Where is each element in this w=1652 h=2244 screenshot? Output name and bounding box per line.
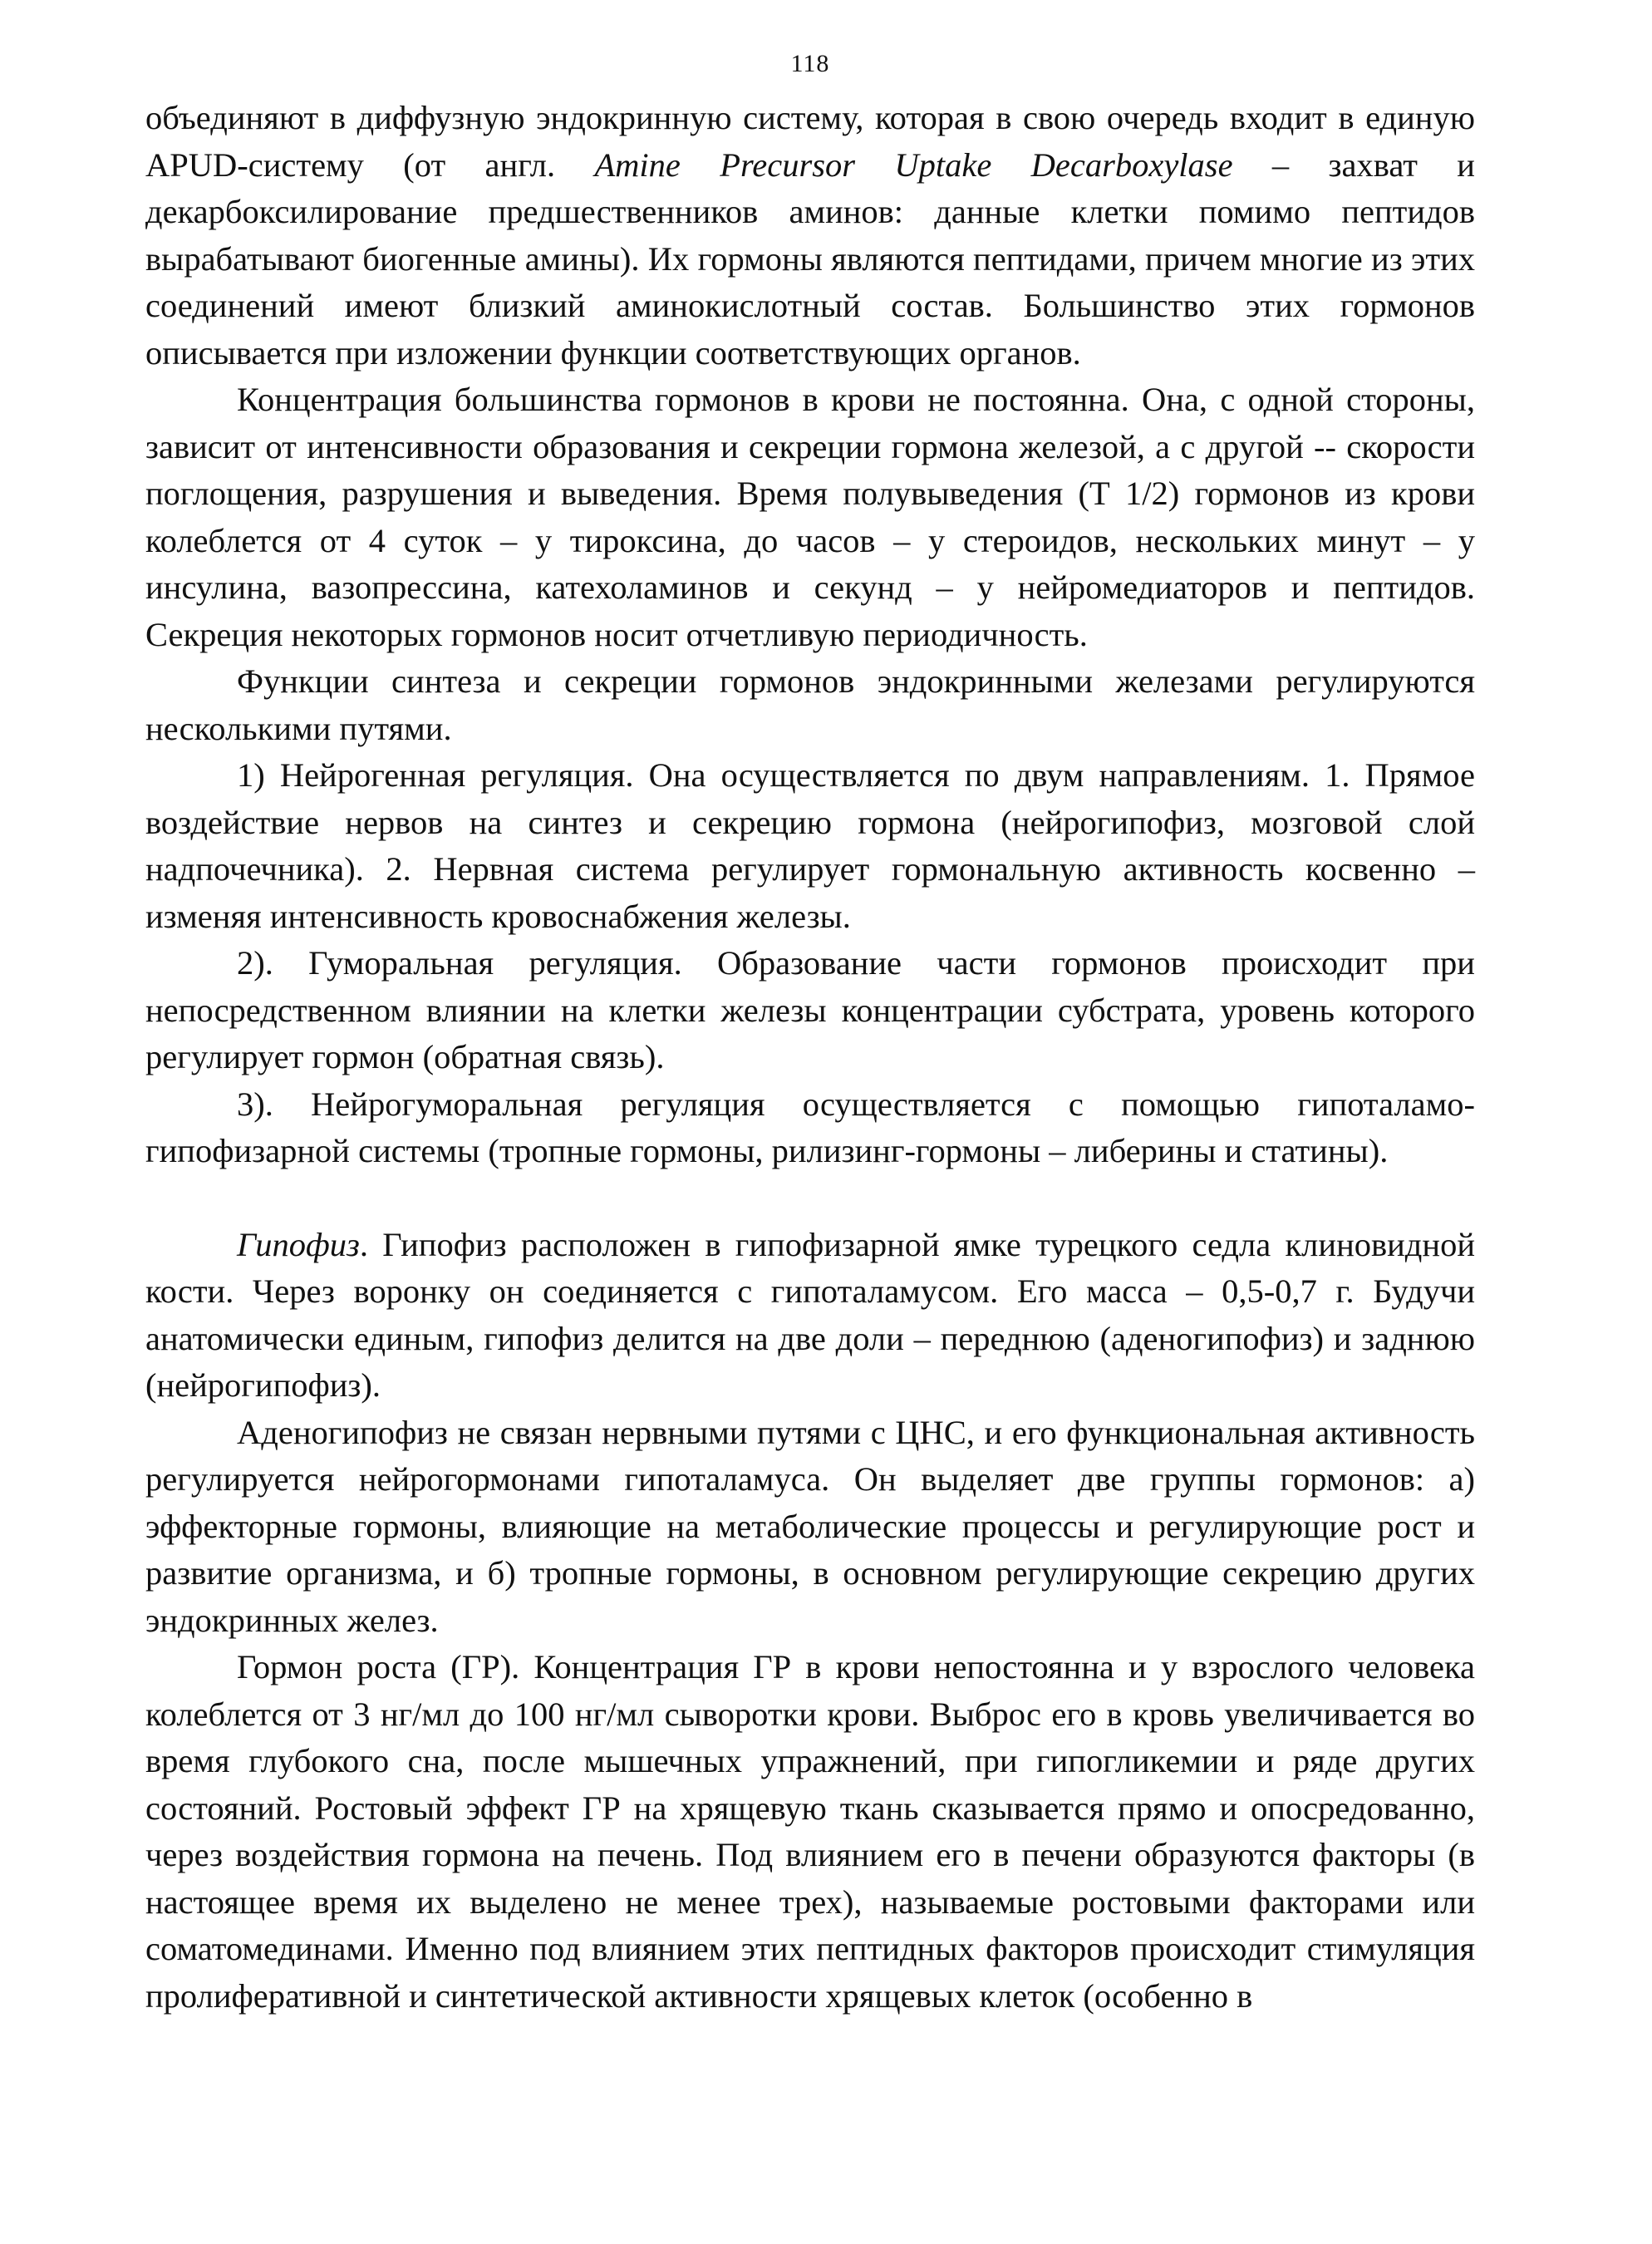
text-run: 1) Нейрогенная регуляция. Она осуществляется по двум направлениям. 1. Прямое воздействие нервов на синтез и секрецию гормона (нейрогипофиз, мозговой слой надпочечника). 2. Нервная система регулирует гормональную активность косвенно – изменяя интенсивность кровоснабжения железы.	[145, 756, 1475, 935]
paragraph	[145, 1644, 1475, 2020]
document-body	[145, 95, 1475, 2020]
text-run: Гормон роста (ГР). Концентрация ГР в крови непостоянна и у взрослого человека колеблется от 3 нг/мл до 100 нг/мл сыворотки крови. Выброс его в кровь увеличивается во время глубокого сна, после мышечных упражнений, при гипогликемии и ряде других состояний. Ростовый эффект ГР на хрящевую ткань сказывается прямо и опосредованно, через воздействия гормона на печень. Под влиянием его в печени образуются факторы (в настоящее время их выделено не менее трех), называемые ростовыми факторами или соматомединами. Именно под влиянием этих пептидных факторов происходит стимуляция пролиферативной и синтетической активности хрящевых клеток (особенно в	[145, 1648, 1475, 2015]
text-run: Аденогипофиз не связан нервными путями с ЦНС, и его функциональная активность регулируется нейрогормонами гипоталамуса. Он выделяет две группы гормонов: а) эффекторные гормоны, влияющие на метаболические процессы и регулирующие рост и развитие организма, и б) тропные гормоны, в основном регулирующие секрецию других эндокринных желез.	[145, 1413, 1475, 1639]
paragraph	[145, 376, 1475, 658]
italic-text: Гипофиз	[237, 1225, 360, 1263]
paragraph	[145, 658, 1475, 752]
paragraph	[145, 1410, 1475, 1645]
text-run: 3). Нейрогуморальная регуляция осуществляется с помощью гипоталамо-гипофизарной системы (тропные гормоны, рилизинг-гормоны – либерины и статины).	[145, 1085, 1475, 1169]
paragraph	[145, 1081, 1475, 1175]
paragraph	[145, 752, 1475, 940]
italic-text: Amine Precursor Uptake Decarboxylase	[594, 145, 1233, 184]
text-run: . Гипофиз расположен в гипофизарной ямке турецкого седла клиновидной кости. Через воронку он соединяется с гипоталамусом. Его масса – 0,5-0,7 г. Будучи анатомически единым, гипофиз делится на две доли – переднюю (аденогипофиз) и заднюю (нейрогипофиз).	[145, 1225, 1475, 1404]
page-number: 118	[790, 50, 830, 77]
text-run: объединяют в диффузную эндокринную систему, которая в свою очередь входит в единую APUD-систему (от англ.	[145, 99, 1475, 184]
section-gap	[145, 1175, 1475, 1222]
text-run: Концентрация большинства гормонов в крови не постоянна. Она, с одной стороны, зависит от интенсивности образования и секреции гормона железой, а с другой -- скорости поглощения, разрушения и выведения. Время полувыведения (Т 1/2) гормонов из крови колеблется от 4 суток – у тироксина, до часов – у стероидов, нескольких минут – у инсулина, вазопрессина, катехоламинов и секунд – у нейромедиаторов и пептидов. Секреция некоторых гормонов носит отчетливую периодичность.	[145, 381, 1475, 653]
paragraph	[145, 1222, 1475, 1410]
paragraph	[145, 940, 1475, 1081]
document-page	[145, 50, 1475, 2020]
text-run: Функции синтеза и секреции гормонов эндокринными железами регулируются несколькими путями.	[145, 662, 1475, 747]
text-run: 2). Гуморальная регуляция. Образование части гормонов происходит при непосредственном влиянии на клетки железы концентрации субстрата, уровень которого регулирует гормон (обратная связь).	[145, 944, 1475, 1075]
paragraph	[145, 95, 1475, 376]
text-run: – захват и декарбоксилирование предшественников аминов: данные клетки помимо пептидов вырабатывают биогенные амины). Их гормоны являются пептидами, причем многие из этих соединений имеют близкий аминокислотный состав. Большинство этих гормонов описывается при изложении функции соответствующих органов.	[145, 145, 1475, 372]
